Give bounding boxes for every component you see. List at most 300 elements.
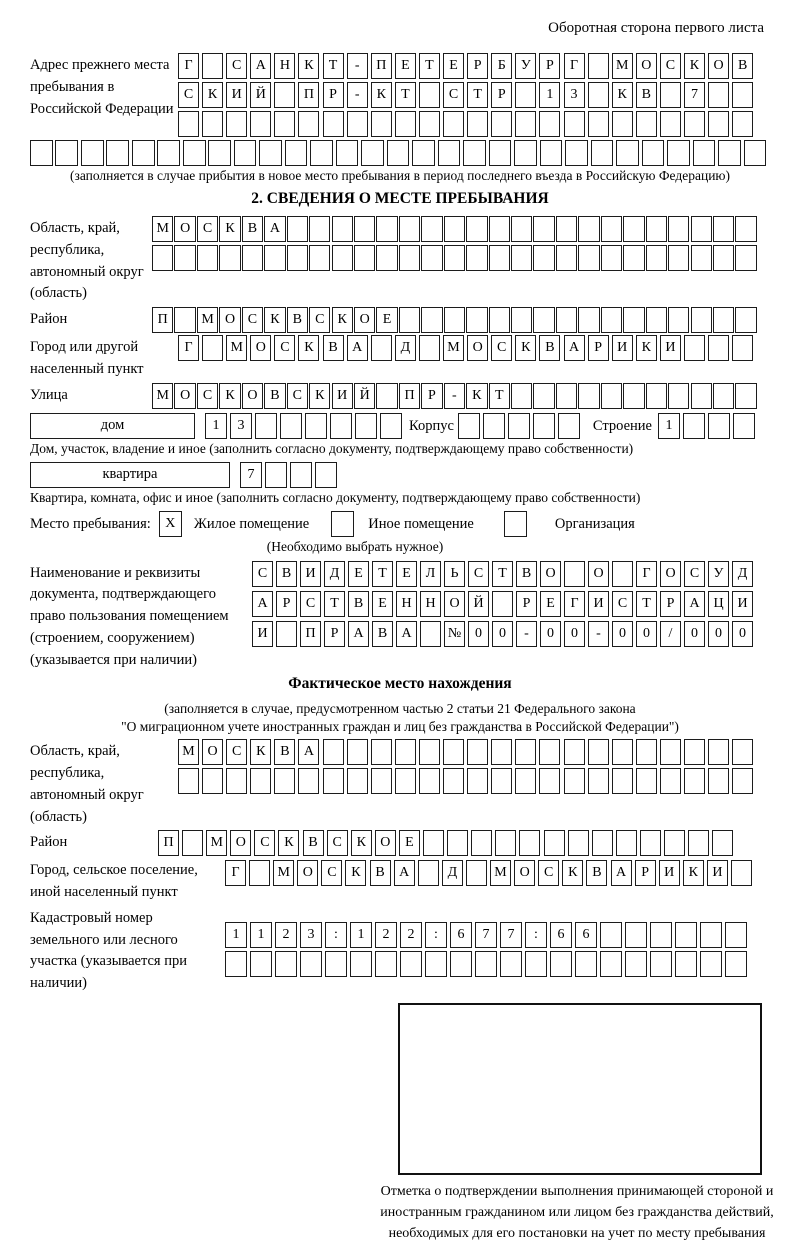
- char-cell[interactable]: [725, 951, 747, 977]
- char-cell[interactable]: [612, 739, 633, 765]
- char-cell[interactable]: [708, 768, 729, 794]
- char-cell[interactable]: Л: [420, 561, 441, 587]
- char-cell[interactable]: [264, 245, 285, 271]
- char-cell[interactable]: [684, 768, 705, 794]
- char-cell[interactable]: А: [298, 739, 319, 765]
- char-cell[interactable]: [550, 951, 572, 977]
- char-cell[interactable]: С: [226, 53, 247, 79]
- char-cell[interactable]: О: [708, 53, 729, 79]
- char-cell[interactable]: В: [276, 561, 297, 587]
- apartment-type-box[interactable]: квартира: [30, 462, 230, 488]
- char-cell[interactable]: [419, 335, 440, 361]
- char-cell[interactable]: А: [250, 53, 271, 79]
- char-cell[interactable]: [612, 768, 633, 794]
- char-cell[interactable]: О: [588, 561, 609, 587]
- char-cell[interactable]: 1: [350, 922, 372, 948]
- char-cell[interactable]: П: [300, 621, 321, 647]
- char-cell[interactable]: К: [264, 307, 285, 333]
- char-cell[interactable]: К: [298, 53, 319, 79]
- char-cell[interactable]: 1: [205, 413, 227, 439]
- char-cell[interactable]: [202, 335, 223, 361]
- char-cell[interactable]: [371, 335, 392, 361]
- char-cell[interactable]: И: [659, 860, 680, 886]
- char-cell[interactable]: О: [660, 561, 681, 587]
- char-cell[interactable]: Е: [376, 307, 397, 333]
- char-cell[interactable]: [732, 111, 753, 137]
- char-cell[interactable]: С: [226, 739, 247, 765]
- char-cell[interactable]: [280, 413, 302, 439]
- char-cell[interactable]: 0: [492, 621, 513, 647]
- char-cell[interactable]: [625, 922, 647, 948]
- char-cell[interactable]: Р: [516, 591, 537, 617]
- char-cell[interactable]: М: [612, 53, 633, 79]
- char-cell[interactable]: [274, 82, 295, 108]
- char-cell[interactable]: [515, 739, 536, 765]
- char-cell[interactable]: [646, 216, 667, 242]
- char-cell[interactable]: [731, 860, 752, 886]
- char-cell[interactable]: Р: [421, 383, 442, 409]
- char-cell[interactable]: К: [612, 82, 633, 108]
- char-cell[interactable]: И: [612, 335, 633, 361]
- char-cell[interactable]: [713, 383, 734, 409]
- char-cell[interactable]: [466, 860, 487, 886]
- char-cell[interactable]: -: [347, 53, 368, 79]
- char-cell[interactable]: [466, 245, 487, 271]
- char-cell[interactable]: Т: [492, 561, 513, 587]
- char-cell[interactable]: [700, 922, 722, 948]
- char-cell[interactable]: Т: [467, 82, 488, 108]
- char-cell[interactable]: [732, 335, 753, 361]
- char-cell[interactable]: [347, 739, 368, 765]
- char-cell[interactable]: И: [300, 561, 321, 587]
- char-cell[interactable]: Т: [419, 53, 440, 79]
- char-cell[interactable]: [515, 82, 536, 108]
- char-cell[interactable]: [713, 307, 734, 333]
- char-cell[interactable]: [274, 768, 295, 794]
- char-cell[interactable]: К: [250, 739, 271, 765]
- char-cell[interactable]: [636, 768, 657, 794]
- char-cell[interactable]: М: [443, 335, 464, 361]
- char-cell[interactable]: Н: [274, 53, 295, 79]
- char-cell[interactable]: [578, 307, 599, 333]
- char-cell[interactable]: [475, 951, 497, 977]
- char-cell[interactable]: [650, 922, 672, 948]
- char-cell[interactable]: [558, 413, 580, 439]
- char-cell[interactable]: Т: [324, 591, 345, 617]
- char-cell[interactable]: [688, 830, 709, 856]
- char-cell[interactable]: [265, 462, 287, 488]
- char-cell[interactable]: [330, 413, 352, 439]
- char-cell[interactable]: [691, 216, 712, 242]
- char-cell[interactable]: [202, 53, 223, 79]
- char-cell[interactable]: 3: [564, 82, 585, 108]
- char-cell[interactable]: Е: [396, 561, 417, 587]
- char-cell[interactable]: [556, 216, 577, 242]
- char-cell[interactable]: [544, 830, 565, 856]
- char-cell[interactable]: Р: [635, 860, 656, 886]
- char-cell[interactable]: Г: [178, 53, 199, 79]
- char-cell[interactable]: О: [174, 216, 195, 242]
- char-cell[interactable]: О: [375, 830, 396, 856]
- char-cell[interactable]: [601, 383, 622, 409]
- char-cell[interactable]: [489, 307, 510, 333]
- char-cell[interactable]: [640, 830, 661, 856]
- char-cell[interactable]: [419, 768, 440, 794]
- char-cell[interactable]: [636, 111, 657, 137]
- char-cell[interactable]: А: [684, 591, 705, 617]
- char-cell[interactable]: Т: [372, 561, 393, 587]
- char-cell[interactable]: [612, 111, 633, 137]
- char-cell[interactable]: У: [708, 561, 729, 587]
- char-cell[interactable]: К: [298, 335, 319, 361]
- char-cell[interactable]: В: [242, 216, 263, 242]
- char-cell[interactable]: 1: [658, 413, 680, 439]
- char-cell[interactable]: [471, 830, 492, 856]
- char-cell[interactable]: [438, 140, 461, 166]
- char-cell[interactable]: П: [158, 830, 179, 856]
- char-cell[interactable]: [376, 383, 397, 409]
- char-cell[interactable]: Р: [467, 53, 488, 79]
- char-cell[interactable]: [234, 140, 257, 166]
- char-cell[interactable]: [668, 216, 689, 242]
- char-cell[interactable]: [700, 951, 722, 977]
- char-cell[interactable]: [646, 245, 667, 271]
- char-cell[interactable]: [668, 307, 689, 333]
- char-cell[interactable]: К: [466, 383, 487, 409]
- char-cell[interactable]: 1: [250, 922, 272, 948]
- char-cell[interactable]: Н: [396, 591, 417, 617]
- char-cell[interactable]: [225, 951, 247, 977]
- char-cell[interactable]: [250, 111, 271, 137]
- stay-option-other-checkbox[interactable]: [331, 511, 354, 537]
- char-cell[interactable]: М: [197, 307, 218, 333]
- char-cell[interactable]: С: [197, 383, 218, 409]
- char-cell[interactable]: [732, 82, 753, 108]
- char-cell[interactable]: Е: [395, 53, 416, 79]
- char-cell[interactable]: [713, 245, 734, 271]
- char-cell[interactable]: И: [226, 82, 247, 108]
- char-cell[interactable]: Р: [276, 591, 297, 617]
- char-cell[interactable]: [421, 245, 442, 271]
- char-cell[interactable]: [336, 140, 359, 166]
- char-cell[interactable]: [735, 245, 756, 271]
- char-cell[interactable]: [447, 830, 468, 856]
- char-cell[interactable]: [675, 951, 697, 977]
- char-cell[interactable]: [492, 591, 513, 617]
- char-cell[interactable]: [467, 768, 488, 794]
- char-cell[interactable]: 2: [275, 922, 297, 948]
- char-cell[interactable]: [660, 739, 681, 765]
- char-cell[interactable]: Б: [491, 53, 512, 79]
- char-cell[interactable]: С: [443, 82, 464, 108]
- char-cell[interactable]: [623, 216, 644, 242]
- char-cell[interactable]: [444, 216, 465, 242]
- char-cell[interactable]: С: [491, 335, 512, 361]
- char-cell[interactable]: О: [250, 335, 271, 361]
- char-cell[interactable]: [600, 951, 622, 977]
- char-cell[interactable]: [495, 830, 516, 856]
- char-cell[interactable]: [361, 140, 384, 166]
- char-cell[interactable]: 0: [636, 621, 657, 647]
- char-cell[interactable]: [588, 739, 609, 765]
- char-cell[interactable]: [578, 216, 599, 242]
- char-cell[interactable]: А: [264, 216, 285, 242]
- char-cell[interactable]: [601, 216, 622, 242]
- char-cell[interactable]: Е: [399, 830, 420, 856]
- char-cell[interactable]: [332, 216, 353, 242]
- char-cell[interactable]: [467, 111, 488, 137]
- char-cell[interactable]: [733, 413, 755, 439]
- char-cell[interactable]: М: [490, 860, 511, 886]
- char-cell[interactable]: [249, 860, 270, 886]
- char-cell[interactable]: [467, 739, 488, 765]
- char-cell[interactable]: Т: [489, 383, 510, 409]
- char-cell[interactable]: [219, 245, 240, 271]
- char-cell[interactable]: И: [707, 860, 728, 886]
- char-cell[interactable]: [578, 383, 599, 409]
- stay-option-organization-checkbox[interactable]: [504, 511, 527, 537]
- char-cell[interactable]: [660, 82, 681, 108]
- char-cell[interactable]: А: [564, 335, 585, 361]
- char-cell[interactable]: К: [219, 383, 240, 409]
- char-cell[interactable]: [466, 307, 487, 333]
- char-cell[interactable]: [157, 140, 180, 166]
- char-cell[interactable]: В: [264, 383, 285, 409]
- char-cell[interactable]: [600, 922, 622, 948]
- char-cell[interactable]: [355, 413, 377, 439]
- char-cell[interactable]: [508, 413, 530, 439]
- char-cell[interactable]: 3: [300, 922, 322, 948]
- char-cell[interactable]: С: [197, 216, 218, 242]
- char-cell[interactable]: [675, 922, 697, 948]
- char-cell[interactable]: [489, 216, 510, 242]
- char-cell[interactable]: [564, 739, 585, 765]
- char-cell[interactable]: №: [444, 621, 465, 647]
- char-cell[interactable]: [539, 111, 560, 137]
- char-cell[interactable]: [418, 860, 439, 886]
- char-cell[interactable]: [511, 307, 532, 333]
- char-cell[interactable]: А: [611, 860, 632, 886]
- char-cell[interactable]: [718, 140, 741, 166]
- char-cell[interactable]: Г: [636, 561, 657, 587]
- char-cell[interactable]: Г: [564, 591, 585, 617]
- char-cell[interactable]: Д: [395, 335, 416, 361]
- char-cell[interactable]: [347, 111, 368, 137]
- char-cell[interactable]: Т: [636, 591, 657, 617]
- char-cell[interactable]: [463, 140, 486, 166]
- char-cell[interactable]: [371, 111, 392, 137]
- char-cell[interactable]: [511, 383, 532, 409]
- char-cell[interactable]: [443, 768, 464, 794]
- char-cell[interactable]: [395, 768, 416, 794]
- char-cell[interactable]: [226, 111, 247, 137]
- char-cell[interactable]: 7: [500, 922, 522, 948]
- char-cell[interactable]: В: [348, 591, 369, 617]
- char-cell[interactable]: 1: [225, 922, 247, 948]
- char-cell[interactable]: [152, 245, 173, 271]
- char-cell[interactable]: В: [323, 335, 344, 361]
- char-cell[interactable]: [684, 111, 705, 137]
- char-cell[interactable]: [491, 768, 512, 794]
- char-cell[interactable]: К: [309, 383, 330, 409]
- char-cell[interactable]: В: [539, 335, 560, 361]
- char-cell[interactable]: [300, 951, 322, 977]
- char-cell[interactable]: [376, 245, 397, 271]
- char-cell[interactable]: [556, 383, 577, 409]
- char-cell[interactable]: [371, 739, 392, 765]
- char-cell[interactable]: [691, 307, 712, 333]
- char-cell[interactable]: [691, 245, 712, 271]
- char-cell[interactable]: [350, 951, 372, 977]
- char-cell[interactable]: [660, 768, 681, 794]
- char-cell[interactable]: Р: [539, 53, 560, 79]
- char-cell[interactable]: [395, 111, 416, 137]
- char-cell[interactable]: [533, 413, 555, 439]
- char-cell[interactable]: П: [298, 82, 319, 108]
- char-cell[interactable]: -: [347, 82, 368, 108]
- char-cell[interactable]: [323, 768, 344, 794]
- char-cell[interactable]: М: [206, 830, 227, 856]
- char-cell[interactable]: 7: [684, 82, 705, 108]
- char-cell[interactable]: [588, 111, 609, 137]
- char-cell[interactable]: В: [636, 82, 657, 108]
- char-cell[interactable]: 2: [400, 922, 422, 948]
- char-cell[interactable]: [81, 140, 104, 166]
- char-cell[interactable]: [732, 739, 753, 765]
- char-cell[interactable]: [106, 140, 129, 166]
- char-cell[interactable]: 6: [550, 922, 572, 948]
- char-cell[interactable]: К: [278, 830, 299, 856]
- char-cell[interactable]: [489, 140, 512, 166]
- char-cell[interactable]: [623, 307, 644, 333]
- char-cell[interactable]: :: [425, 922, 447, 948]
- char-cell[interactable]: 7: [475, 922, 497, 948]
- char-cell[interactable]: [400, 951, 422, 977]
- char-cell[interactable]: 0: [612, 621, 633, 647]
- char-cell[interactable]: [708, 82, 729, 108]
- char-cell[interactable]: 3: [230, 413, 252, 439]
- char-cell[interactable]: [444, 245, 465, 271]
- char-cell[interactable]: 6: [575, 922, 597, 948]
- char-cell[interactable]: К: [683, 860, 704, 886]
- char-cell[interactable]: [564, 561, 585, 587]
- char-cell[interactable]: 2: [375, 922, 397, 948]
- char-cell[interactable]: [668, 245, 689, 271]
- char-cell[interactable]: [713, 216, 734, 242]
- char-cell[interactable]: [533, 383, 554, 409]
- char-cell[interactable]: А: [347, 335, 368, 361]
- char-cell[interactable]: К: [636, 335, 657, 361]
- char-cell[interactable]: [305, 413, 327, 439]
- char-cell[interactable]: Ц: [708, 591, 729, 617]
- char-cell[interactable]: [371, 768, 392, 794]
- char-cell[interactable]: [519, 830, 540, 856]
- char-cell[interactable]: [323, 739, 344, 765]
- char-cell[interactable]: [399, 307, 420, 333]
- char-cell[interactable]: А: [394, 860, 415, 886]
- char-cell[interactable]: 0: [540, 621, 561, 647]
- char-cell[interactable]: [684, 335, 705, 361]
- char-cell[interactable]: [380, 413, 402, 439]
- char-cell[interactable]: Н: [420, 591, 441, 617]
- char-cell[interactable]: [612, 561, 633, 587]
- char-cell[interactable]: [226, 768, 247, 794]
- char-cell[interactable]: [287, 216, 308, 242]
- char-cell[interactable]: О: [467, 335, 488, 361]
- char-cell[interactable]: Й: [468, 591, 489, 617]
- char-cell[interactable]: М: [152, 383, 173, 409]
- char-cell[interactable]: [309, 245, 330, 271]
- char-cell[interactable]: [646, 307, 667, 333]
- char-cell[interactable]: А: [396, 621, 417, 647]
- char-cell[interactable]: С: [612, 591, 633, 617]
- char-cell[interactable]: [375, 951, 397, 977]
- char-cell[interactable]: [556, 307, 577, 333]
- char-cell[interactable]: Р: [660, 591, 681, 617]
- char-cell[interactable]: К: [345, 860, 366, 886]
- char-cell[interactable]: [616, 140, 639, 166]
- char-cell[interactable]: О: [242, 383, 263, 409]
- char-cell[interactable]: [591, 140, 614, 166]
- house-type-box[interactable]: дом: [30, 413, 195, 439]
- char-cell[interactable]: Д: [324, 561, 345, 587]
- char-cell[interactable]: [274, 111, 295, 137]
- char-cell[interactable]: [178, 768, 199, 794]
- char-cell[interactable]: [298, 111, 319, 137]
- char-cell[interactable]: В: [370, 860, 391, 886]
- char-cell[interactable]: [623, 245, 644, 271]
- char-cell[interactable]: [202, 768, 223, 794]
- char-cell[interactable]: А: [252, 591, 273, 617]
- char-cell[interactable]: Й: [250, 82, 271, 108]
- char-cell[interactable]: П: [371, 53, 392, 79]
- char-cell[interactable]: [623, 383, 644, 409]
- char-cell[interactable]: К: [562, 860, 583, 886]
- char-cell[interactable]: [309, 216, 330, 242]
- char-cell[interactable]: [458, 413, 480, 439]
- char-cell[interactable]: [287, 245, 308, 271]
- char-cell[interactable]: [564, 768, 585, 794]
- char-cell[interactable]: С: [178, 82, 199, 108]
- char-cell[interactable]: [174, 245, 195, 271]
- char-cell[interactable]: [601, 307, 622, 333]
- char-cell[interactable]: [540, 140, 563, 166]
- char-cell[interactable]: [443, 111, 464, 137]
- char-cell[interactable]: [395, 739, 416, 765]
- char-cell[interactable]: [575, 951, 597, 977]
- char-cell[interactable]: [533, 307, 554, 333]
- char-cell[interactable]: [511, 245, 532, 271]
- char-cell[interactable]: У: [515, 53, 536, 79]
- char-cell[interactable]: [443, 739, 464, 765]
- char-cell[interactable]: Т: [395, 82, 416, 108]
- char-cell[interactable]: [259, 140, 282, 166]
- char-cell[interactable]: [354, 245, 375, 271]
- char-cell[interactable]: [500, 951, 522, 977]
- char-cell[interactable]: Р: [324, 621, 345, 647]
- char-cell[interactable]: 0: [564, 621, 585, 647]
- char-cell[interactable]: Е: [540, 591, 561, 617]
- char-cell[interactable]: 0: [732, 621, 753, 647]
- stay-option-residential-checkbox[interactable]: X: [159, 511, 182, 537]
- char-cell[interactable]: [525, 951, 547, 977]
- char-cell[interactable]: [182, 830, 203, 856]
- char-cell[interactable]: И: [332, 383, 353, 409]
- char-cell[interactable]: [450, 951, 472, 977]
- char-cell[interactable]: Т: [323, 53, 344, 79]
- char-cell[interactable]: [412, 140, 435, 166]
- char-cell[interactable]: С: [538, 860, 559, 886]
